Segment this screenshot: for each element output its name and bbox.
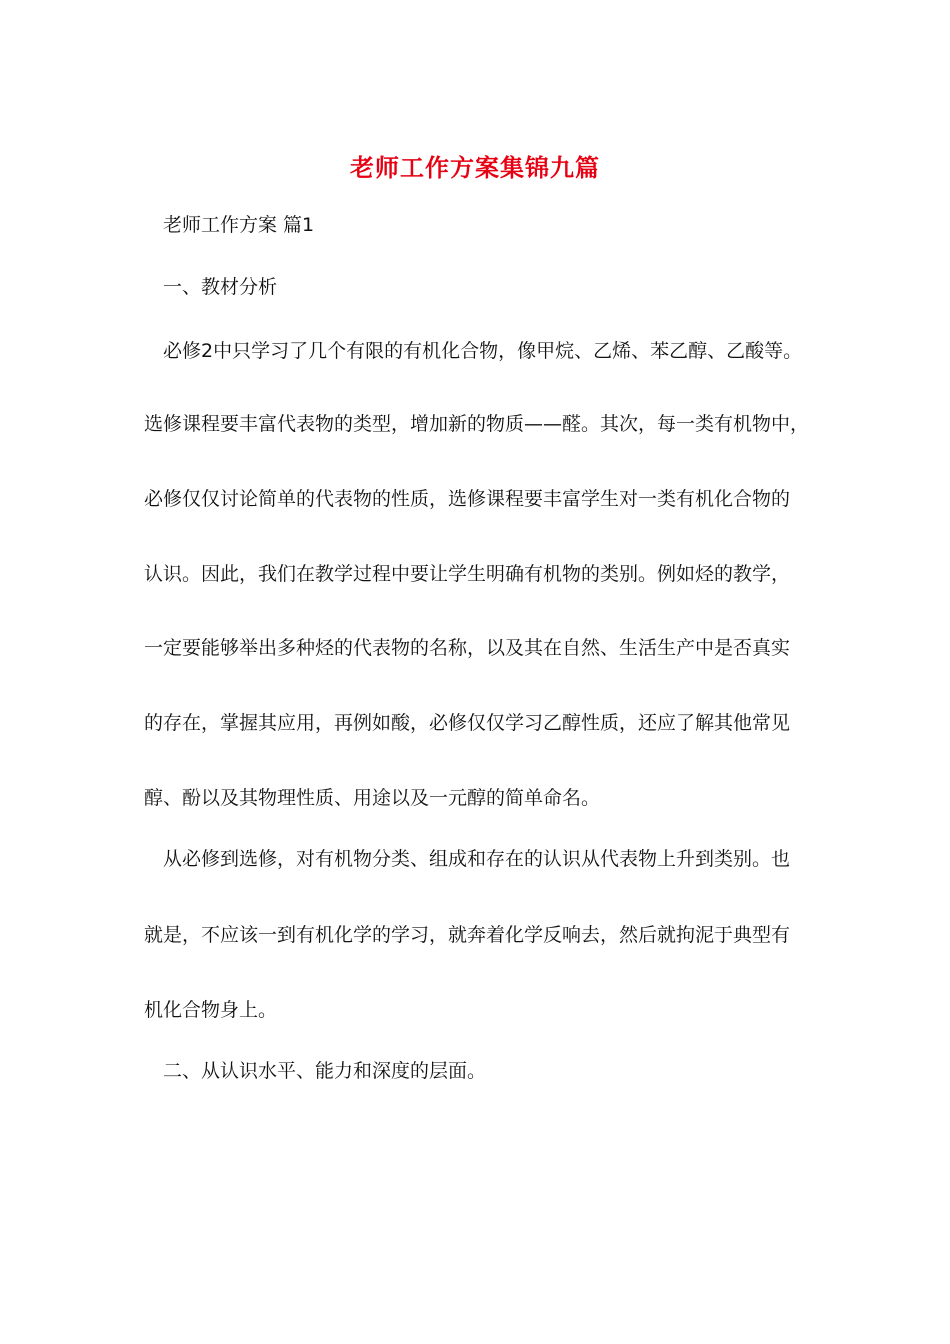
paragraph-line: 机化合物身上。: [144, 999, 278, 1021]
paragraph-line: 醇、酚以及其物理性质、用途以及一元醇的简单命名。: [144, 787, 601, 809]
subsection-heading: 二、从认识水平、能力和深度的层面。: [163, 1060, 487, 1082]
paragraph-line: 就是，不应该一到有机化学的学习，就奔着化学反响去，然后就拘泥于典型有: [144, 924, 791, 946]
paragraph-line: 必修2中只学习了几个有限的有机化合物，像甲烷、乙烯、苯乙醇、乙酸等。: [163, 340, 803, 362]
section-heading: 老师工作方案 篇1: [163, 214, 315, 236]
subsection-heading: 一、教材分析: [163, 276, 278, 298]
paragraph-line: 一定要能够举出多种烃的代表物的名称，以及其在自然、生活生产中是否真实: [144, 637, 791, 659]
paragraph-line: 必修仅仅讨论简单的代表物的性质，选修课程要丰富学生对一类有机化合物的: [144, 488, 791, 510]
document-title: 老师工作方案集锦九篇: [350, 153, 600, 182]
paragraph-line: 的存在，掌握其应用，再例如酸，必修仅仅学习乙醇性质，还应了解其他常见: [144, 712, 791, 734]
paragraph-line: 从必修到选修，对有机物分类、组成和存在的认识从代表物上升到类别。也: [163, 848, 791, 870]
paragraph-line: 选修课程要丰富代表物的类型，增加新的物质——醛。其次，每一类有机物中，: [144, 413, 810, 435]
paragraph-line: 认识。因此，我们在教学过程中要让学生明确有机物的类别。例如烃的教学，: [144, 563, 791, 585]
